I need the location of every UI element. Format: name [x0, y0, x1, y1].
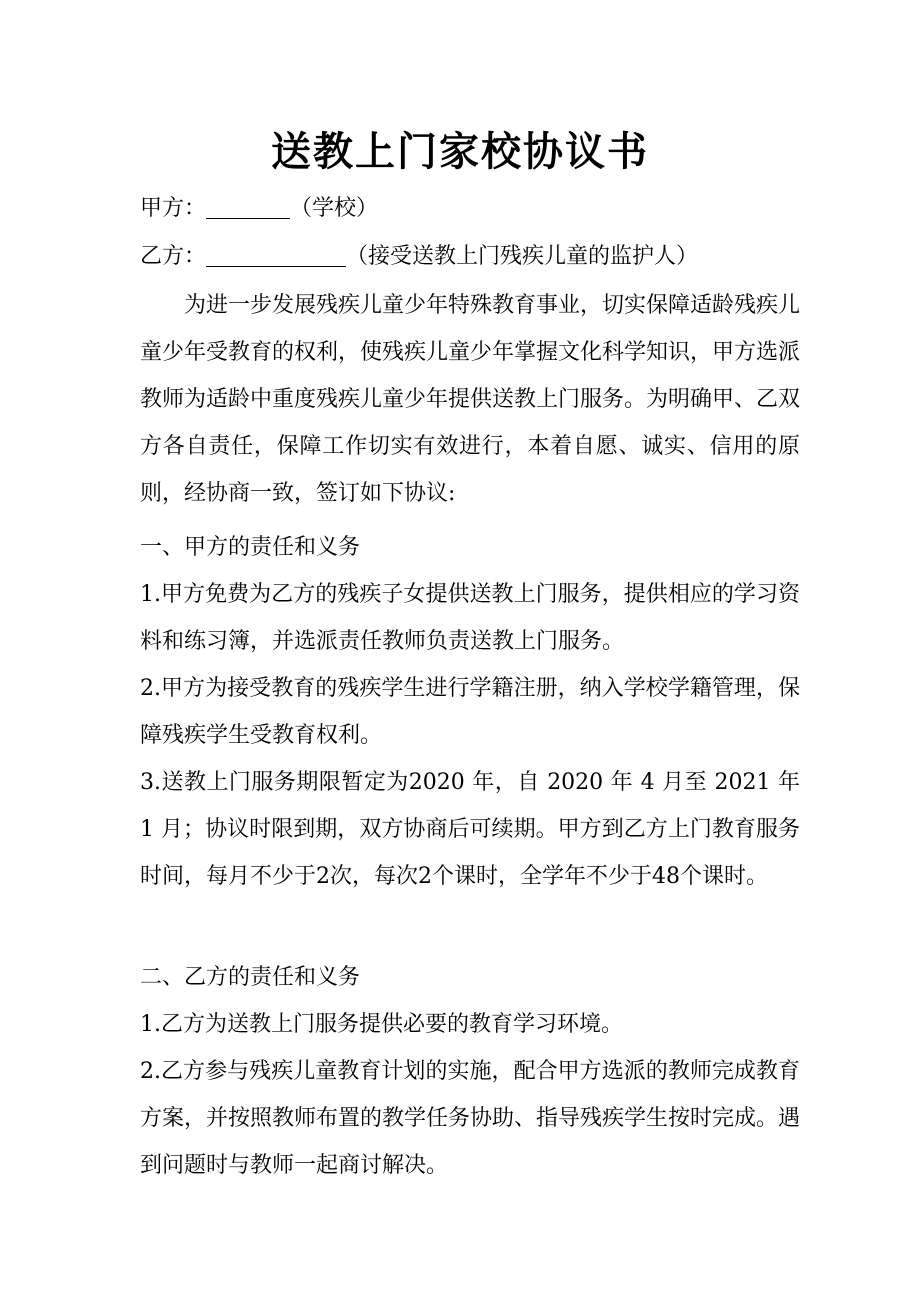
section-one-item-1: 1.甲方免费为乙方的残疾子女提供送教上门服务，提供相应的学习资料和练习簿，并选派责任教师负责送教上门服务。	[140, 582, 800, 654]
section-one-item-3: 3.送教上门服务期限暂定为2020 年，自 2020 年 4 月至 2021 年 1 月；协议时限到期，双方协商后可续期。甲方到乙方上门教育服务时间，每月不少于2次，每次2个课时，全学年不少于48个课时。	[140, 770, 800, 889]
section-one-heading: 一、甲方的责任和义务	[140, 535, 361, 560]
party-b-suffix: （接受送教上门残疾儿童的监护人）	[346, 244, 699, 269]
party-a-line	[140, 194, 800, 224]
party-b-label: 乙方：	[140, 244, 207, 269]
party-b-line	[140, 242, 800, 272]
section-one-item-2: 2.甲方为接受教育的残疾学生进行学籍注册，纳入学校学籍管理，保障残疾学生受教育权利。	[140, 676, 800, 748]
section-two-heading: 二、乙方的责任和义务	[140, 965, 361, 990]
party-a-suffix: （学校）	[290, 196, 379, 221]
party-a-blank-field[interactable]	[206, 196, 290, 219]
section-two-item-2: 2.乙方参与残疾儿童教育计划的实施，配合甲方选派的教师完成教育方案，并按照教师布置的教学任务协助、指导残疾学生按时完成。遇到问题时与教师一起商讨解决。	[140, 1059, 801, 1178]
preamble-paragraph: 为进一步发展残疾儿童少年特殊教育事业，切实保障适龄残疾儿童少年受教育的权利，使残疾儿童少年掌握文化科学知识，甲方选派教师为适龄中重度残疾儿童少年提供送教上门服务。为明确甲、乙双方各自责任，保障工作切实有效进行，本着自愿、诚实、信用的原则，经协商一致，签订如下协议:	[140, 293, 801, 506]
party-a-label: 甲方：	[140, 196, 207, 221]
party-b-blank-field[interactable]	[206, 244, 346, 267]
section-two-item-1: 1.乙方为送教上门服务提供必要的教育学习环境。	[140, 1012, 623, 1037]
document-title: 送教上门家校协议书	[271, 129, 649, 175]
